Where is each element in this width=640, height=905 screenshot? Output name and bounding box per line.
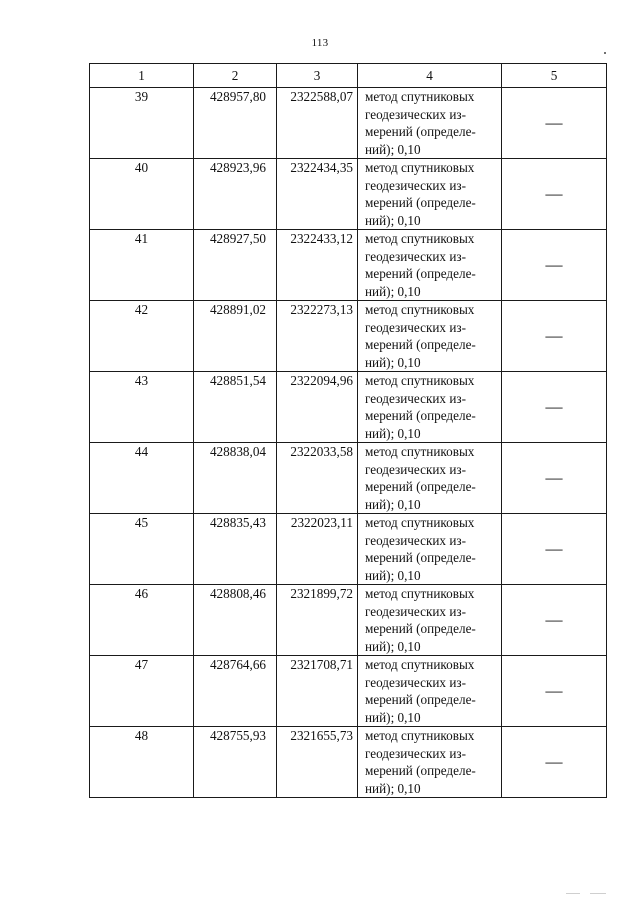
- table-row: [90, 514, 607, 585]
- method-cell: [358, 514, 502, 585]
- point-number-cell: 40: [90, 159, 194, 230]
- point-number-cell: 39: [90, 88, 194, 159]
- table-body: [90, 88, 607, 798]
- method-text-line: геодезических из-: [365, 177, 466, 193]
- header-col-1: 1: [90, 64, 194, 88]
- header-col-2: 2: [194, 64, 277, 88]
- x-coordinate-cell: 428755,93: [194, 727, 277, 798]
- method-cell: [358, 88, 502, 159]
- table-row: [90, 301, 607, 372]
- method-text-line: метод спутниковых: [365, 89, 475, 104]
- method-text-line: геодезических из-: [365, 603, 466, 619]
- table-header-row: [90, 64, 607, 88]
- table-row: [90, 656, 607, 727]
- method-cell: [358, 443, 502, 514]
- x-coordinate-cell: 428923,96: [194, 159, 277, 230]
- y-coordinate-cell: 2322033,58: [277, 443, 358, 514]
- point-number-cell: 43: [90, 372, 194, 443]
- method-cell: [358, 585, 502, 656]
- method-text-line: ний); 0,10: [365, 354, 421, 370]
- x-coordinate-cell: 428808,46: [194, 585, 277, 656]
- method-text-line: ний); 0,10: [365, 212, 421, 228]
- scan-mark: [566, 893, 580, 894]
- method-text-line: мерений (определе-: [365, 692, 476, 707]
- table-row: [90, 727, 607, 798]
- x-coordinate-cell: 428764,66: [194, 656, 277, 727]
- method-text-line: мерений (определе-: [365, 266, 476, 281]
- method-text-line: метод спутниковых: [365, 657, 475, 672]
- x-coordinate-cell: 428835,43: [194, 514, 277, 585]
- method-text-line: мерений (определе-: [365, 195, 476, 210]
- header-col-3: 3: [277, 64, 358, 88]
- method-text-line: метод спутниковых: [365, 515, 475, 530]
- y-coordinate-cell: 2321899,72: [277, 585, 358, 656]
- description-cell: —: [502, 372, 607, 443]
- method-cell: [358, 301, 502, 372]
- point-number-cell: 46: [90, 585, 194, 656]
- header-col-4: 4: [358, 64, 502, 88]
- y-coordinate-cell: 2321655,73: [277, 727, 358, 798]
- method-text-line: мерений (определе-: [365, 124, 476, 139]
- method-text-line: метод спутниковых: [365, 444, 475, 459]
- method-text-line: геодезических из-: [365, 390, 466, 406]
- description-cell: —: [502, 230, 607, 301]
- point-number-cell: 42: [90, 301, 194, 372]
- method-text-line: ний); 0,10: [365, 709, 421, 725]
- description-cell: —: [502, 656, 607, 727]
- method-text-line: геодезических из-: [365, 248, 466, 264]
- method-text-line: геодезических из-: [365, 319, 466, 335]
- table-row: [90, 443, 607, 514]
- method-cell: [358, 372, 502, 443]
- method-text-line: метод спутниковых: [365, 586, 475, 601]
- method-text-line: метод спутниковых: [365, 231, 475, 246]
- method-text-line: метод спутниковых: [365, 728, 475, 743]
- method-text-line: ний); 0,10: [365, 567, 421, 583]
- description-cell: —: [502, 88, 607, 159]
- table-row: [90, 372, 607, 443]
- description-cell: —: [502, 585, 607, 656]
- method-text-line: геодезических из-: [365, 674, 466, 690]
- y-coordinate-cell: 2322433,12: [277, 230, 358, 301]
- y-coordinate-cell: 2322434,35: [277, 159, 358, 230]
- y-coordinate-cell: 2322273,13: [277, 301, 358, 372]
- x-coordinate-cell: 428891,02: [194, 301, 277, 372]
- scan-speck: [604, 52, 606, 54]
- description-cell: —: [502, 727, 607, 798]
- y-coordinate-cell: 2322023,11: [277, 514, 358, 585]
- method-cell: [358, 159, 502, 230]
- method-cell: [358, 230, 502, 301]
- method-cell: [358, 656, 502, 727]
- method-text-line: метод спутниковых: [365, 160, 475, 175]
- method-text-line: геодезических из-: [365, 532, 466, 548]
- description-cell: —: [502, 159, 607, 230]
- coordinates-table: [89, 63, 607, 798]
- table-row: [90, 585, 607, 656]
- point-number-cell: 45: [90, 514, 194, 585]
- scan-mark: [590, 893, 606, 894]
- method-cell: [358, 727, 502, 798]
- x-coordinate-cell: 428851,54: [194, 372, 277, 443]
- y-coordinate-cell: 2322588,07: [277, 88, 358, 159]
- method-text-line: геодезических из-: [365, 461, 466, 477]
- method-text-line: геодезических из-: [365, 106, 466, 122]
- x-coordinate-cell: 428927,50: [194, 230, 277, 301]
- method-text-line: ний); 0,10: [365, 780, 421, 796]
- method-text-line: мерений (определе-: [365, 763, 476, 778]
- x-coordinate-cell: 428957,80: [194, 88, 277, 159]
- header-col-5: 5: [502, 64, 607, 88]
- table-row: [90, 159, 607, 230]
- method-text-line: метод спутниковых: [365, 373, 475, 388]
- description-cell: —: [502, 443, 607, 514]
- point-number-cell: 41: [90, 230, 194, 301]
- point-number-cell: 44: [90, 443, 194, 514]
- point-number-cell: 48: [90, 727, 194, 798]
- table-row: [90, 230, 607, 301]
- method-text-line: мерений (определе-: [365, 408, 476, 423]
- y-coordinate-cell: 2322094,96: [277, 372, 358, 443]
- method-text-line: геодезических из-: [365, 745, 466, 761]
- x-coordinate-cell: 428838,04: [194, 443, 277, 514]
- description-cell: —: [502, 514, 607, 585]
- method-text-line: ний); 0,10: [365, 283, 421, 299]
- method-text-line: метод спутниковых: [365, 302, 475, 317]
- method-text-line: ний); 0,10: [365, 638, 421, 654]
- method-text-line: мерений (определе-: [365, 337, 476, 352]
- table-row: [90, 88, 607, 159]
- method-text-line: ний); 0,10: [365, 141, 421, 157]
- method-text-line: мерений (определе-: [365, 621, 476, 636]
- description-cell: —: [502, 301, 607, 372]
- method-text-line: мерений (определе-: [365, 550, 476, 565]
- method-text-line: ний); 0,10: [365, 425, 421, 441]
- method-text-line: мерений (определе-: [365, 479, 476, 494]
- method-text-line: ний); 0,10: [365, 496, 421, 512]
- y-coordinate-cell: 2321708,71: [277, 656, 358, 727]
- point-number-cell: 47: [90, 656, 194, 727]
- page-number: 113: [311, 37, 329, 49]
